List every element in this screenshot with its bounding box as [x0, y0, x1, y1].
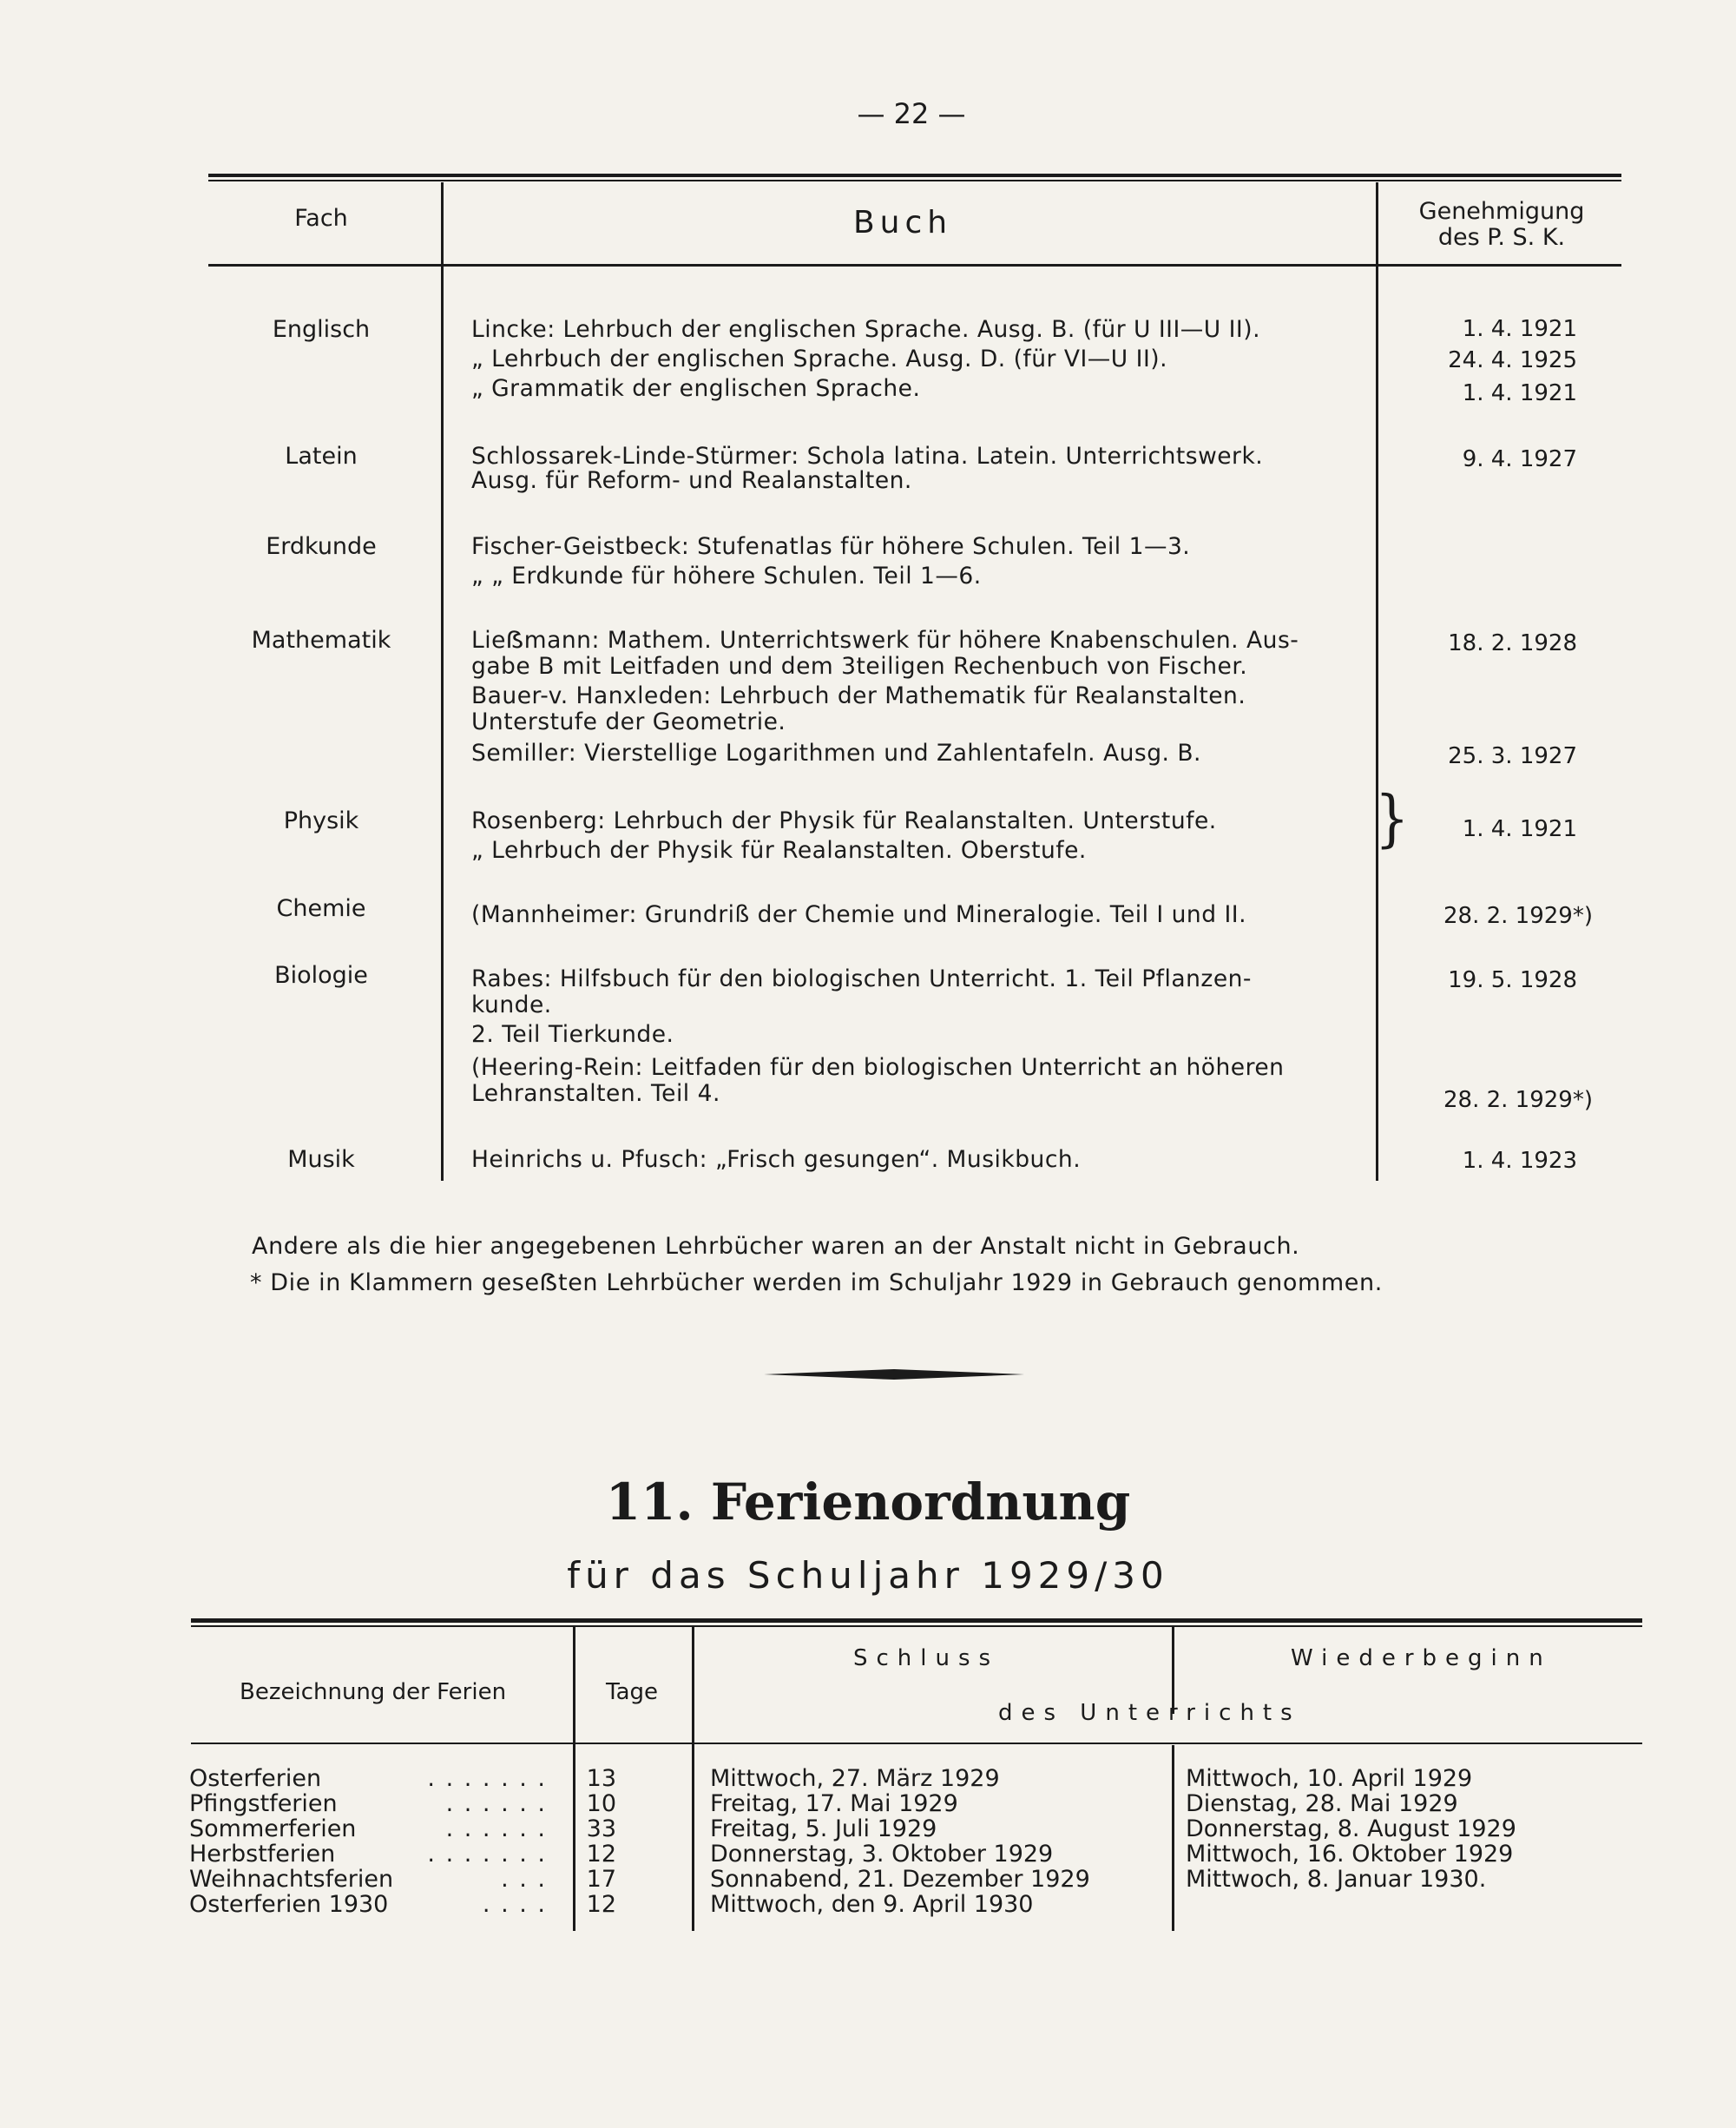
table-header-rule [208, 264, 1621, 267]
header-genehmigung: Genehmigung [1418, 198, 1585, 225]
book-line: (Heering-Rein: Leitfaden für den biologischen Unterricht an höheren [471, 1054, 1285, 1081]
approval-date: 28. 2. 1929*) [1443, 903, 1593, 929]
holiday-name: Herbstferien [189, 1841, 336, 1868]
separator-ornament [764, 1369, 1024, 1380]
approval-date: 1. 4. 1921 [1462, 816, 1577, 842]
holiday-end: Mittwoch, 27. März 1929 [710, 1765, 1000, 1792]
holiday-dots: . . . [501, 1866, 547, 1893]
holiday-end: Sonnabend, 21. Dezember 1929 [710, 1866, 1090, 1893]
holiday-name: Sommerferien [189, 1815, 357, 1842]
note-other-books: Andere als die hier angegebenen Lehrbücher waren an der Anstalt nicht in Gebrauch. [252, 1233, 1300, 1260]
approval-date: 28. 2. 1929*) [1443, 1087, 1593, 1113]
subject-mathematik: Mathematik [251, 627, 391, 654]
book-line: Lehranstalten. Teil 4. [471, 1080, 720, 1107]
book-line: Rabes: Hilfsbuch für den biologischen Unterricht. 1. Teil Pflanzen- [471, 965, 1252, 992]
table-divider-right [1376, 182, 1378, 1181]
approval-date: 9. 4. 1927 [1462, 446, 1577, 472]
approval-date: 1. 4. 1921 [1462, 380, 1577, 406]
note-brackets: * Die in Klammern geseẞten Lehrbücher werden im Schuljahr 1929 in Gebrauch genommen. [250, 1269, 1383, 1296]
subject-latein: Latein [285, 443, 358, 470]
approval-date: 1. 4. 1923 [1462, 1148, 1577, 1174]
holiday-days: 17 [586, 1866, 616, 1893]
book-line: Lieẞmann: Mathem. Unterrichtswerk für höhere Knabenschulen. Aus- [471, 627, 1299, 654]
page-number: — 22 — [857, 97, 966, 130]
book-line: „ Lehrbuch der englischen Sprache. Ausg. D. (für VI—U II). [471, 346, 1168, 372]
holiday-restart: Mittwoch, 10. April 1929 [1186, 1765, 1473, 1792]
book-line: Fischer-Geistbeck: Stufenatlas für höhere Schulen. Teil 1—3. [471, 533, 1191, 560]
book-line: 2. Teil Tierkunde. [471, 1021, 674, 1048]
book-line: (Mannheimer: Grundriß der Chemie und Mineralogie. Teil I und II. [471, 901, 1247, 928]
approval-date: 24. 4. 1925 [1448, 347, 1577, 373]
book-line: Bauer-v. Hanxleden: Lehrbuch der Mathematik für Realanstalten. [471, 682, 1246, 709]
holiday-restart: Mittwoch, 8. Januar 1930. [1186, 1866, 1487, 1893]
holiday-days: 12 [586, 1891, 616, 1918]
book-line: Unterstufe der Geometrie. [471, 708, 786, 735]
holiday-end: Freitag, 5. Juli 1929 [710, 1815, 937, 1842]
holiday-top-rule [191, 1618, 1642, 1623]
table-top-rule [208, 174, 1621, 177]
holiday-name: Osterferien [189, 1765, 322, 1792]
book-line: Ausg. für Reform- und Realanstalten. [471, 467, 912, 494]
holiday-divider-2 [692, 1627, 694, 1931]
header-tage: Tage [606, 1679, 659, 1705]
holiday-name: Pfingstferien [189, 1790, 338, 1817]
header-des-unterrichts: des Unterrichts [998, 1700, 1301, 1726]
header-des-psk: des P. S. K. [1437, 224, 1566, 251]
holiday-end: Mittwoch, den 9. April 1930 [710, 1891, 1034, 1918]
holiday-name: Weihnachtsferien [189, 1866, 394, 1893]
book-line: gabe B mit Leitfaden und dem 3teiligen Rechenbuch von Fischer. [471, 653, 1248, 680]
holiday-days: 10 [586, 1790, 616, 1817]
header-bezeichnung: Bezeichnung der Ferien [240, 1679, 507, 1705]
holiday-end: Donnerstag, 3. Oktober 1929 [710, 1841, 1054, 1868]
bracket-physik: } [1375, 781, 1410, 855]
table-divider-left [441, 182, 444, 1181]
holiday-divider-1 [573, 1627, 575, 1931]
subject-englisch: Englisch [272, 316, 371, 343]
holiday-dots: . . . . [482, 1891, 547, 1918]
book-line: „ Lehrbuch der Physik für Realanstalten. Oberstufe. [471, 837, 1087, 864]
holiday-restart: Dienstag, 28. Mai 1929 [1186, 1790, 1458, 1817]
holiday-header-rule [191, 1743, 1642, 1744]
approval-date: 19. 5. 1928 [1448, 967, 1577, 993]
header-schluss: Schluss [853, 1645, 1000, 1671]
holiday-top-rule-thin [191, 1625, 1642, 1627]
section-subtitle: für das Schuljahr 1929/30 [567, 1554, 1169, 1597]
header-fach: Fach [294, 205, 348, 232]
holiday-end: Freitag, 17. Mai 1929 [710, 1790, 958, 1817]
holiday-divider-3b [1172, 1745, 1174, 1931]
book-line: „ Grammatik der englischen Sprache. [471, 375, 921, 402]
table-top-rule-thin [208, 180, 1621, 181]
holiday-name: Osterferien 1930 [189, 1891, 389, 1918]
book-line: kunde. [471, 992, 552, 1018]
holiday-days: 13 [586, 1765, 616, 1792]
holiday-restart: Donnerstag, 8. August 1929 [1186, 1815, 1516, 1842]
approval-date: 18. 2. 1928 [1448, 630, 1577, 656]
holiday-days: 12 [586, 1841, 616, 1868]
holiday-dots: . . . . . . . [427, 1841, 547, 1868]
subject-biologie: Biologie [274, 962, 368, 989]
holiday-dots: . . . . . . . [427, 1765, 547, 1792]
book-line: „ „ Erdkunde für höhere Schulen. Teil 1—6. [471, 563, 982, 590]
book-line: Rosenberg: Lehrbuch der Physik für Realanstalten. Unterstufe. [471, 807, 1217, 834]
section-title: 11. Ferienordnung [605, 1472, 1131, 1532]
subject-musik: Musik [287, 1146, 355, 1173]
holiday-days: 33 [586, 1815, 616, 1842]
approval-date: 25. 3. 1927 [1448, 743, 1577, 769]
book-line: Lincke: Lehrbuch der englischen Sprache. Ausg. B. (für U III—U II). [471, 316, 1261, 343]
holiday-dots: . . . . . . [445, 1815, 547, 1842]
book-line: Heinrichs u. Pfusch: „Frisch gesungen“. Musikbuch. [471, 1146, 1082, 1173]
approval-date: 1. 4. 1921 [1462, 316, 1577, 342]
subject-chemie: Chemie [276, 895, 366, 922]
subject-physik: Physik [283, 807, 359, 834]
book-line: Schlossarek-Linde-Stürmer: Schola latina. Latein. Unterrichtswerk. [471, 443, 1264, 470]
book-line: Semiller: Vierstellige Logarithmen und Zahlentafeln. Ausg. B. [471, 740, 1201, 767]
holiday-dots: . . . . . . [445, 1790, 547, 1817]
header-wiederbeginn: Wiederbeginn [1291, 1645, 1552, 1671]
header-buch: Buch [852, 205, 953, 240]
holiday-restart: Mittwoch, 16. Oktober 1929 [1186, 1841, 1514, 1868]
subject-erdkunde: Erdkunde [266, 533, 377, 560]
